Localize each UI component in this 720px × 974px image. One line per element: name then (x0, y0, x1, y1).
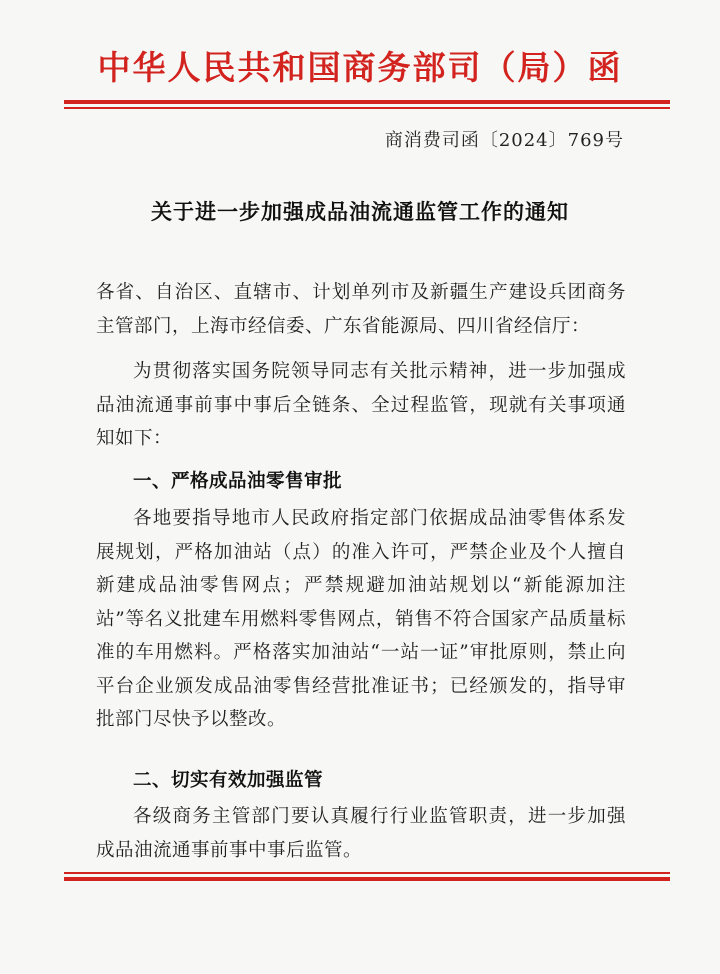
notice-title: 关于进一步加强成品油流通监管工作的通知 (151, 199, 569, 224)
letterhead-title: 中华人民共和国商务部司（局）函 (97, 48, 623, 87)
section-1-heading: 一、严格成品油零售审批 (133, 471, 343, 492)
section-1-paragraph: 各地要指导地市人民政府指定部门依据成品油零售体系发展规划，严格加油站（点）的准入许可，严禁企业及个人擅自新建成品油零售网点；严禁规避加油站规划以“新能源加注站”等名义批建车用燃料零售网点，销售不符合国家产品质量标准的车用燃料。严格落实加油站“一站一证”审批原则，禁止向平台企业颁发成品油零售经营批准证书；已经颁发的，指导审批部门尽快予以整改。 (96, 508, 626, 730)
letterhead-rule-thick (64, 100, 670, 104)
addressees-paragraph: 各省、自治区、直辖市、计划单列市及新疆生产建设兵团商务主管部门，上海市经信委、广东省能源局、四川省经信厅： (96, 282, 626, 337)
footer-rule-thick (64, 877, 670, 881)
letterhead-rule-thin (64, 107, 670, 109)
document-number: 商消费司函〔2024〕769号 (384, 130, 624, 151)
section-2-heading: 二、切实有效加强监管 (133, 770, 324, 791)
intro-paragraph: 为贯彻落实国务院领导同志有关批示精神，进一步加强成品油流通事前事中事后全链条、全过程监管，现就有关事项通知如下： (96, 361, 626, 449)
footer-rule-thin (64, 872, 670, 874)
section-2-paragraph: 各级商务主管部门要认真履行行业监管职责，进一步加强成品油流通事前事中事后监管。 (96, 806, 626, 861)
